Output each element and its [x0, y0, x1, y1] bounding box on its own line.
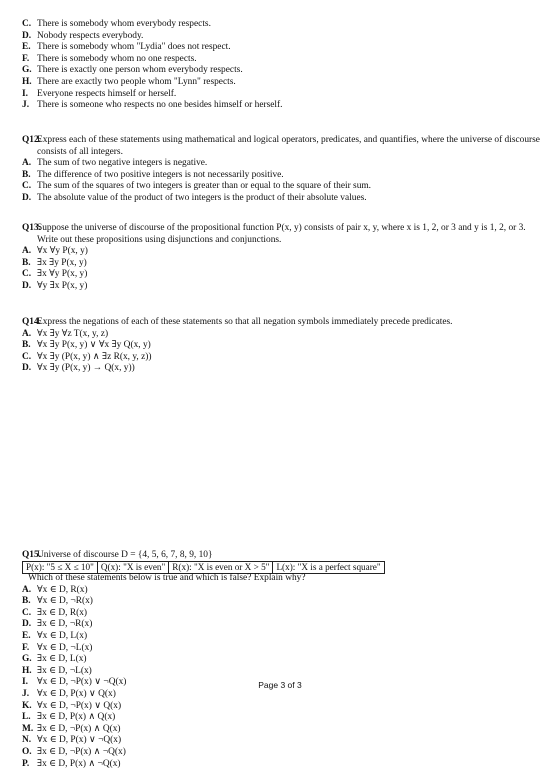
list-item: I. ∀x ∈ D, ¬P(x) ∨ ¬Q(x): [0, 677, 560, 689]
question-13: [0, 223, 560, 293]
list-item: A. ∀x ∈ D, R(x): [0, 585, 560, 597]
list-item: N. ∀x ∈ D, P(x) ∨ ¬Q(x): [0, 735, 560, 747]
list-item: M. ∃x ∈ D, ¬P(x) ∧ Q(x): [0, 724, 560, 736]
list-item: K. ∀x ∈ D, ¬P(x) ∨ Q(x): [0, 701, 560, 713]
table-cell: R(x): "X is even or X > 5": [169, 562, 273, 574]
list-item: E. There is somebody whom "Lydia" does not respect.: [0, 42, 560, 54]
table-cell: P(x): "5 ≤ X ≤ 10": [23, 562, 98, 574]
list-item: B. ∃x ∃y P(x, y): [0, 258, 560, 270]
list-item: A. ∀x ∀y P(x, y): [0, 246, 560, 258]
list-item: H. ∃x ∈ D, ¬L(x): [0, 666, 560, 678]
list-item: L. ∃x ∈ D, P(x) ∧ Q(x): [0, 712, 560, 724]
list-item: G. ∃x ∈ D, L(x): [0, 654, 560, 666]
list-item: D. The absolute value of the product of two integers is the product of their absolute values.: [0, 193, 560, 205]
list-item: B. ∀x ∈ D, ¬R(x): [0, 596, 560, 608]
question-prompt: Which of these statements below is true and which is false? Explain why?: [0, 573, 560, 585]
list-item: J. There is someone who respects no one besides himself or herself.: [0, 100, 560, 112]
list-item: G. There is exactly one person whom everybody respects.: [0, 65, 560, 77]
table-cell: Q(x): "X is even": [97, 562, 168, 574]
question-15-title: Q15. Universe of discourse D = {4, 5, 6, 7, 8, 9, 10}: [0, 550, 560, 562]
question-prompt: Q13. Suppose the universe of discourse of the propositional function P(x, y) consists of pair x, y, where x is 1, 2, or 3 and y is 1, 2, or 3. Write out these propositions using disjunctions and conjunctions.: [0, 223, 560, 246]
list-item: F. There is somebody whom no one respects.: [0, 54, 560, 66]
table-cell: L(x): "X is a perfect square": [273, 562, 384, 574]
list-item: C. ∃x ∀y P(x, y): [0, 269, 560, 281]
predicate-definition-table: [22, 561, 385, 574]
list-item: A. The sum of two negative integers is negative.: [0, 158, 560, 170]
list-item: E. ∀x ∈ D, L(x): [0, 631, 560, 643]
list-item: I. Everyone respects himself or herself.: [0, 89, 560, 101]
list-item: C. There is somebody whom everybody respects.: [0, 19, 560, 31]
list-item: A. ∀x ∃y ∀z T(x, y, z): [0, 329, 560, 341]
list-item: F. ∀x ∈ D, ¬L(x): [0, 643, 560, 655]
question-12: [0, 135, 560, 205]
list-item: J. ∀x ∈ D, P(x) ∨ Q(x): [0, 689, 560, 701]
list-item: O. ∃x ∈ D, ¬P(x) ∧ ¬Q(x): [0, 747, 560, 759]
list-item: D. ∀y ∃x P(x, y): [0, 281, 560, 293]
list-item: C. ∀x ∃y (P(x, y) ∧ ∃z R(x, y, z)): [0, 352, 560, 364]
question-prompt: Q12. Express each of these statements using mathematical and logical operators, predicates, and quantifies, where the universe of discourse consists of all integers.: [0, 135, 560, 158]
list-item: H. There are exactly two people whom "Lynn" respects.: [0, 77, 560, 89]
table-row: [23, 562, 385, 574]
page-number: Page 3 of 3: [0, 680, 560, 692]
list-item: B. The difference of two positive integers is not necessarily positive.: [0, 170, 560, 182]
list-item: D. ∃x ∈ D, ¬R(x): [0, 619, 560, 631]
list-item: P. ∃x ∈ D, P(x) ∧ ¬Q(x): [0, 759, 560, 770]
list-item: C. The sum of the squares of two integers is greater than or equal to the square of their sum.: [0, 181, 560, 193]
list-item: B. ∀x ∃y P(x, y) ∨ ∀x ∃y Q(x, y): [0, 340, 560, 352]
top-statement-list: [0, 19, 560, 112]
question-15-body: [0, 573, 560, 770]
list-item: C. ∃x ∈ D, R(x): [0, 608, 560, 620]
question-prompt: Q14. Express the negations of each of these statements so that all negation symbols immediately precede predicates.: [0, 317, 560, 329]
list-item: D. ∀x ∃y (P(x, y) → Q(x, y)): [0, 363, 560, 375]
question-15-heading: [0, 550, 560, 562]
list-item: D. Nobody respects everybody.: [0, 31, 560, 43]
question-14: [0, 317, 560, 375]
